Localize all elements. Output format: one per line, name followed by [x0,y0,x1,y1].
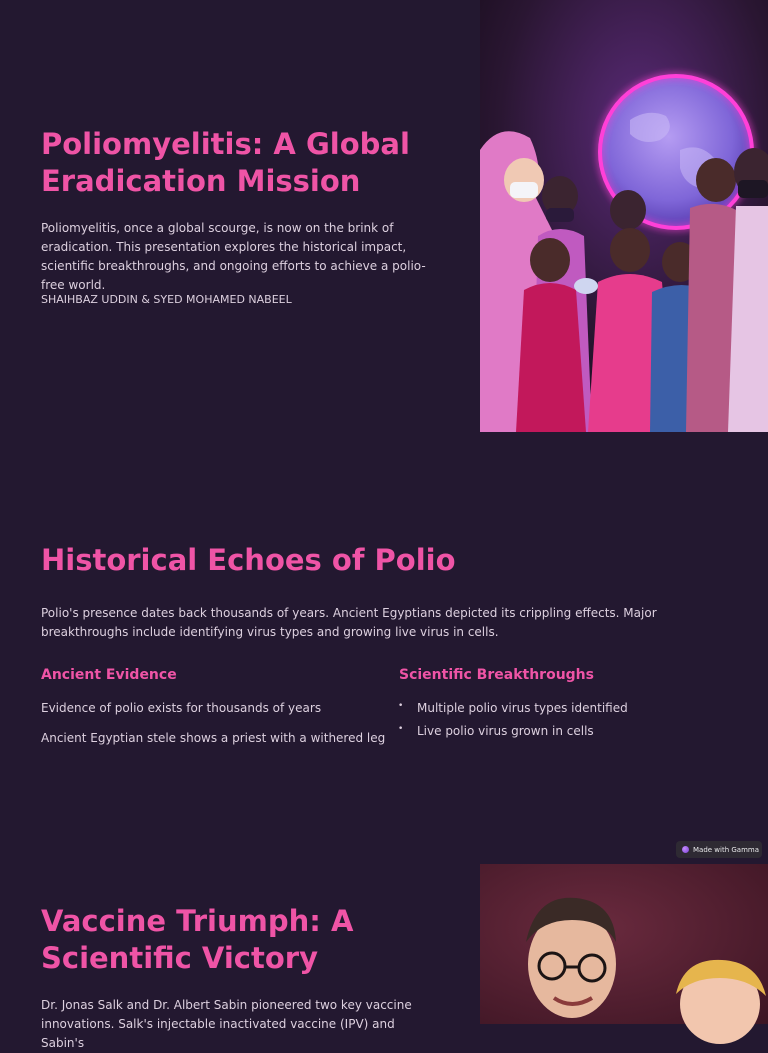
gamma-logo-icon [682,846,689,853]
slide-description: Poliomyelitis, once a global scourge, is now on the brink of eradication. This presentation explores the historical impact, scientific breakthroughs, and ongoing efforts to achieve a polio-free world. [41,221,426,292]
ancient-evidence-heading: Ancient Evidence [41,667,177,683]
scientific-breakthroughs-heading: Scientific Breakthroughs [399,667,594,683]
healthcare-workers-vaccinating-children-image [480,0,768,432]
slide-title: Poliomyelitis: A Global Eradication Mission [41,127,410,198]
made-with-gamma-badge[interactable] [676,841,762,858]
ancient-evidence-item: Evidence of polio exists for thousands of years [41,701,322,715]
ancient-evidence-item: Ancient Egyptian stele shows a priest with a withered leg [41,731,386,745]
breakthrough-item: Live polio virus grown in cells [417,724,594,738]
authors-line: SHAIHBAZ UDDIN & SYED MOHAMED NABEEL [41,293,292,306]
bullet-icon: • [398,724,404,734]
vaccine-slide-description: Dr. Jonas Salk and Dr. Albert Sabin pioneered two key vaccine innovations. Salk's injectable inactivated vaccine (IPV) and Sabin's [41,998,412,1050]
breakthrough-item: Multiple polio virus types identified [417,701,628,715]
badge-label: Made with Gamma [693,845,760,854]
section-title: Historical Echoes of Polio [41,543,456,577]
scientist-with-child-image [480,864,768,1024]
vaccine-slide-title: Vaccine Triumph: A Scientific Victory [41,904,354,975]
bullet-icon: • [398,701,404,711]
section-intro: Polio's presence dates back thousands of years. Ancient Egyptians depicted its crippling effects. Major breakthroughs include identifying virus types and growing live virus in cells. [41,606,657,639]
